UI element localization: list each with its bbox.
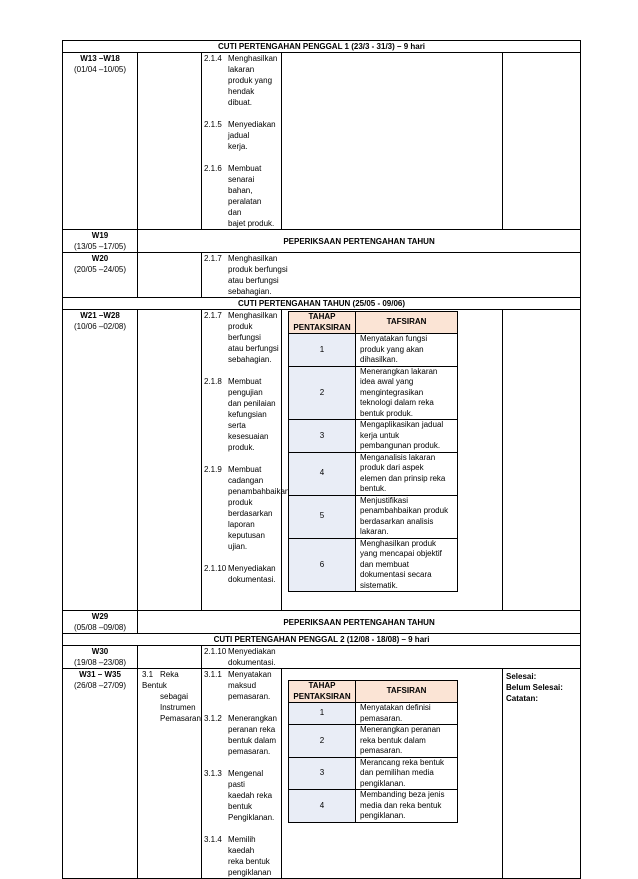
rubric-row [289,538,458,592]
item-line: atau berfungsi [228,344,279,353]
rubric-row [289,757,458,790]
item-line: pemasaran. [228,747,271,756]
description-line: pengiklanan. [360,778,406,788]
item-number: 3.1.1 [204,670,222,679]
item-line: Membuat senarai [228,164,262,184]
learning-item [202,646,580,668]
note-line: Belum Selesai: [506,683,563,692]
description-line: Menerangkan lakaran [360,366,438,376]
note-line: Catatan: [506,694,539,703]
description-line: lakaran. [360,527,389,536]
description-line: berdasarkan analisis [360,516,434,526]
content-standard [138,669,201,724]
item-line: Menghasilkan [228,254,278,263]
item-number: 3.1.4 [204,835,222,844]
week-dates: (26/08 –27/09) [73,681,127,690]
description-line: dokumentasi secara [360,570,432,579]
description-line: Menghasilkan produk [360,538,437,548]
item-number: 2.1.10 [204,564,227,573]
table-row [63,41,581,53]
rubric-row [289,790,458,823]
week-dates: (01/04 –10/05) [73,65,127,74]
description-line: produk yang akan [360,344,424,354]
item-line: kesesuaian produk. [228,432,269,452]
level-description [356,495,458,538]
item-line: penambahbaikan [228,487,290,496]
item-line: Menyediakan [228,564,276,573]
level-number: 4 [289,452,356,495]
holiday-band: CUTI PERTENGAHAN PENGGAL 2 (12/08 - 18/08) – 9 hari [63,634,581,646]
item-number: 3.1.3 [204,769,222,778]
rubric-table [288,680,458,823]
subject-line: sebagai [160,692,189,701]
week-label: W13 –W18 [80,54,120,63]
learning-item [202,376,281,453]
lesson-plan-table [62,40,581,879]
item-text [228,669,279,702]
rubric-row [289,452,458,495]
item-line: Mengenal pasti [228,769,264,789]
level-number: 1 [289,703,356,725]
item-line: produk berfungsi [228,265,288,274]
week-cell [63,53,138,230]
subject-line: Instrumen [160,703,196,712]
level-description [356,334,458,367]
table-row [63,310,581,611]
table-row [63,634,581,646]
item-number: 2.1.10 [204,647,227,656]
item-number: 2.1.4 [204,54,222,63]
header-description: TAFSIRAN [356,312,458,334]
learning-item [202,563,281,585]
rubric-row [289,334,458,367]
item-text [228,53,279,108]
description-line: Membanding beza jenis [360,790,445,799]
item-number: 2.1.7 [204,311,222,320]
description-line: teknologi dalam reka [360,398,434,407]
level-description [356,725,458,758]
holiday-band: CUTI PERTENGAHAN TAHUN (25/05 - 09/06) [63,298,581,310]
notes-cell [503,669,581,879]
description-line: Menjustifikasi [360,495,409,505]
exam-band: PEPERIKSAAN PERTENGAHAN TAHUN [138,230,581,253]
learning-items [202,53,282,230]
week-cell [63,253,138,298]
header-line: PENTAKSIRAN [293,691,351,701]
item-line: sebahagian. [228,287,272,296]
description-line: pemasaran. [360,746,403,755]
description-line: media dan reka bentuk [360,800,442,810]
level-number: 4 [289,790,356,823]
standard-cell [138,53,202,230]
week-dates: (10/06 –02/08) [73,322,127,331]
subject-line [142,669,197,691]
exam-band: PEPERIKSAAN PERTENGAHAN TAHUN [138,611,581,634]
learning-items [202,310,290,611]
table-row [63,611,581,634]
item-line: produk berfungsi [228,322,261,342]
item-line: peranan reka [228,725,276,734]
rubric-header [289,681,458,703]
description-line: idea awal yang [360,377,414,386]
item-line: laporan keputusan [228,520,265,540]
item-line: bentuk dalam [228,736,277,745]
item-line: Menghasilkan [228,311,278,320]
rubric-row [289,725,458,758]
level-description [356,538,458,592]
week-label: W29 [91,612,109,621]
table-row [63,669,581,879]
item-line: bahan, peralatan [228,186,262,206]
header-line: PENTAKSIRAN [293,322,351,332]
item-line: dokumentasi. [228,658,276,667]
item-text [228,310,279,365]
subject-number: 3.1 [142,670,154,679]
subject-text: Reka Bentuk [142,670,179,690]
description-line: Mengaplikasikan jadual [360,420,444,429]
notes-cell [503,310,581,611]
level-description [356,452,458,495]
table-row [63,53,581,230]
item-line: atau berfungsi [228,276,279,285]
level-description [356,703,458,725]
learning-items [202,646,581,669]
header-line: TAHAP [308,312,336,321]
item-line: Membuat pengujian [228,377,263,397]
week-label: W21 –W28 [80,311,120,320]
table-row [63,253,581,298]
rubric-row [289,366,458,420]
item-line: dokumentasi. [228,575,276,584]
level-description [356,790,458,823]
week-label: W30 [91,647,109,656]
description-line: elemen dan prinsip reka [360,473,446,483]
item-text [228,464,289,552]
item-text [228,119,279,152]
item-line: dan penilaian [228,399,276,408]
item-line: pengiklanan [228,868,272,877]
level-number: 3 [289,420,356,453]
subject-line: Pemasaran [160,714,201,723]
description-line: bentuk produk. [360,408,413,418]
item-number: 2.1.9 [204,465,222,474]
description-line: sistematik. [360,580,398,590]
item-number: 2.1.5 [204,120,222,129]
rubric-table [288,311,458,592]
rubric-row [289,703,458,725]
description-line: Menerangkan peranan [360,725,441,734]
item-line: bajet produk. [228,219,275,228]
item-text [228,563,279,585]
level-number: 2 [289,366,356,420]
week-cell [63,669,138,879]
learning-item [202,310,281,365]
item-line: kaedah reka bentuk [228,791,273,811]
learning-item [202,53,281,108]
item-line: Memilih kaedah [228,835,256,855]
standard-cell [138,253,202,298]
item-line: maksud pemasaran. [228,681,271,701]
description-line: pembangunan produk. [360,441,441,450]
item-text [228,646,578,668]
level-description [356,420,458,453]
description-line: bentuk. [360,484,387,493]
item-line: Menyatakan [228,670,272,679]
learning-item [202,834,281,878]
standard-cell [138,310,202,611]
level-description [356,366,458,420]
assessment-cell [282,310,503,611]
learning-item [202,119,281,152]
description-line: yang mencapai objektif [360,549,442,558]
description-line: Merancang reka bentuk [360,757,445,767]
item-line: dan [228,208,242,217]
learning-item [202,768,281,823]
item-text [228,768,279,823]
level-number: 6 [289,538,356,592]
item-line: Menghasilkan [228,54,278,63]
rubric-header [289,312,458,334]
header-level [289,312,356,334]
completion-notes [503,669,580,706]
description-line: reka bentuk dalam [360,735,426,745]
week-cell [63,310,138,611]
item-line: Menyediakan jadual [228,120,276,140]
description-line: Menganalisis lakaran [360,452,436,462]
header-description: TAFSIRAN [356,681,458,703]
description-line: dihasilkan. [360,355,398,364]
week-label: W31 – W35 [79,670,121,679]
learning-item [202,669,281,702]
week-label: W19 [91,231,109,240]
table-row [63,230,581,253]
description-line: dan membuat [360,559,409,569]
week-label: W20 [91,254,109,263]
level-number: 1 [289,334,356,367]
level-number: 2 [289,725,356,758]
item-number: 2.1.7 [204,254,222,263]
level-number: 3 [289,757,356,790]
assessment-cell [282,669,503,879]
notes-cell [503,53,581,230]
item-line: dibuat. [228,98,253,107]
holiday-band: CUTI PERTENGAHAN PENGGAL 1 (23/3 - 31/3) – 9 hari [63,41,581,53]
description-line: Menyatakan definisi [360,703,431,712]
week-dates: (20/05 –24/05) [73,265,127,274]
item-line: Menerangkan [228,714,277,723]
description-line: dan pemilihan media [360,768,434,777]
standard-cell [138,646,202,669]
item-number: 2.1.6 [204,164,222,173]
item-line: hendak [228,87,255,96]
description-line: mengintegrasikan [360,387,424,397]
item-line: produk berdasarkan [228,498,273,518]
week-cell [63,230,138,253]
item-line: sebahagian. [228,355,272,364]
learning-item [202,713,281,757]
standard-cell [138,669,202,879]
item-line: Membuat cadangan [228,465,264,485]
item-line: lakaran produk yang [228,65,273,85]
table-row [63,298,581,310]
week-cell [63,646,138,669]
level-number: 5 [289,495,356,538]
learning-items [202,669,282,879]
item-text [228,376,279,453]
item-line: Pengiklanan. [228,813,275,822]
level-description [356,757,458,790]
item-line: Menyediakan [228,647,276,656]
description-line: produk dari aspek [360,463,424,472]
item-line: kefungsian serta [228,410,267,430]
header-line: TAHAP [308,681,336,690]
item-number: 3.1.2 [204,714,222,723]
header-level [289,681,356,703]
learning-items [202,253,581,298]
learning-item [202,163,281,229]
week-dates: (13/05 –17/05) [73,242,127,251]
rubric-row [289,495,458,538]
item-line: reka bentuk [228,857,270,866]
item-line: kerja. [228,142,248,151]
rubric-row [289,420,458,453]
item-number: 2.1.8 [204,377,222,386]
item-line: ujian. [228,542,248,551]
description-line: Menyatakan fungsi [360,334,428,343]
week-dates: (05/08 –09/08) [73,623,127,632]
item-text [228,713,279,757]
week-dates: (19/08 –23/08) [73,658,127,667]
description-line: pengiklanan. [360,811,406,820]
learning-item [202,464,290,552]
week-cell [63,611,138,634]
description-line: kerja untuk [360,430,400,440]
assessment-cell [282,53,503,230]
item-text [228,253,578,297]
description-line: pemasaran. [360,713,403,723]
learning-item [202,253,580,297]
table-row [63,646,581,669]
item-text [228,834,279,878]
description-line: penambahbaikan produk [360,506,449,515]
note-line: Selesai: [506,672,537,681]
item-text [228,163,279,229]
